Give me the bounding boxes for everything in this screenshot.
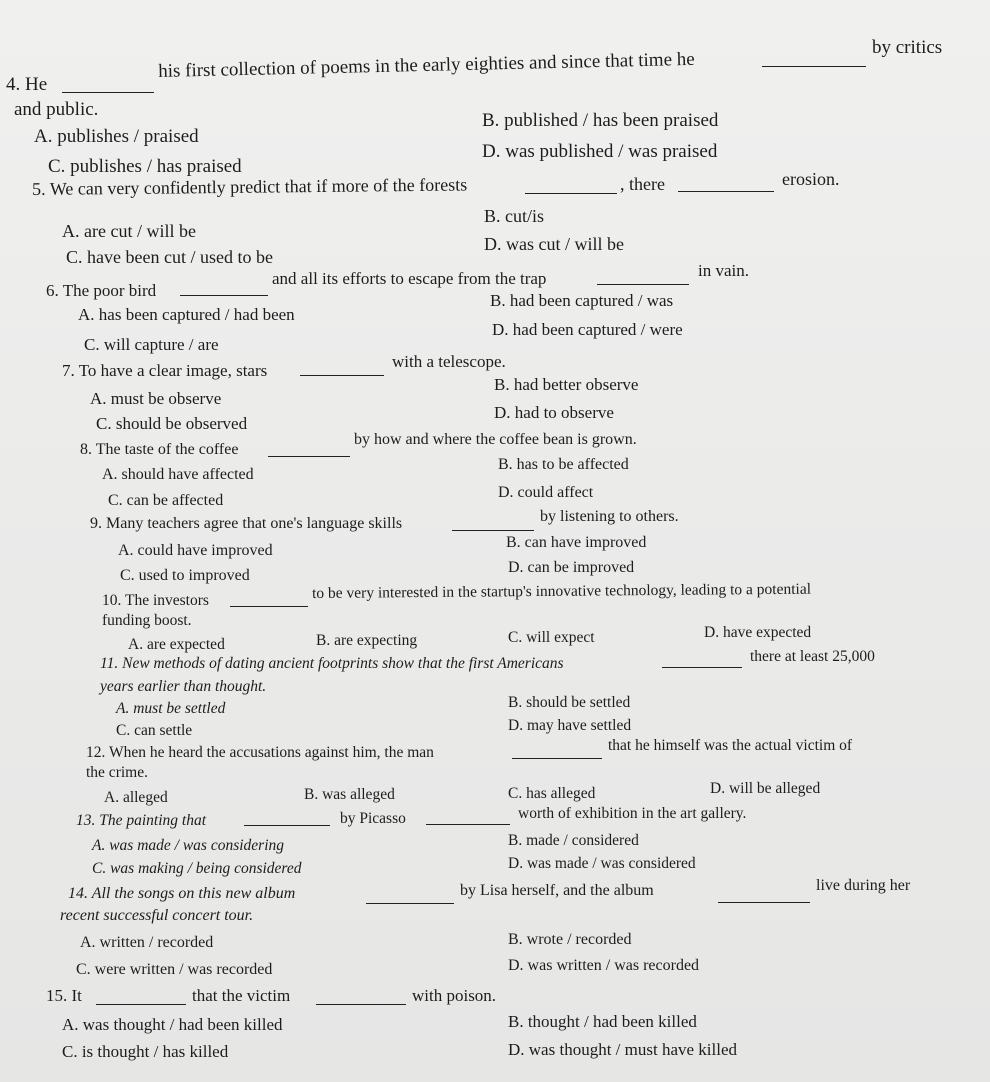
q12-blank-1 <box>512 758 602 759</box>
q4-option-d: D. was published / was praised <box>482 141 718 162</box>
q13-stem-part1: 13. The painting that <box>76 812 207 829</box>
q4-blank-2 <box>762 66 866 67</box>
q8-option-b: B. has to be affected <box>498 456 629 473</box>
q15-blank-1 <box>96 1004 186 1005</box>
q9-option-d: D. can be improved <box>508 559 635 576</box>
q15-blank-2 <box>316 1004 406 1005</box>
q11-option-b: B. should be settled <box>508 694 631 711</box>
q6-option-d: D. had been captured / were <box>492 320 683 339</box>
q6-blank-1 <box>180 295 268 296</box>
q7-stem-part1: 7. To have a clear image, stars <box>62 361 268 380</box>
q5-blank-1 <box>525 193 617 194</box>
q13-blank-2 <box>426 824 510 825</box>
q6-blank-2 <box>597 284 689 285</box>
q10-stem-part2: to be very interested in the startup's innovative technology, leading to a potential <box>311 580 812 602</box>
q12-option-d: D. will be alleged <box>710 780 821 797</box>
q5-blank-2 <box>678 191 774 192</box>
q4-option-b: B. published / has been praised <box>482 110 719 131</box>
q11-blank-1 <box>662 667 742 668</box>
q7-stem-part2: with a telescope. <box>392 352 506 371</box>
q13-option-d: D. was made / was considered <box>508 855 696 872</box>
q4-stem-part3: by critics <box>872 37 943 58</box>
q7-option-c: C. should be observed <box>96 414 248 433</box>
q6-option-c: C. will capture / are <box>84 335 219 354</box>
q11-stem-part1: 11. New methods of dating ancient footprints show that the first Americans <box>100 655 564 672</box>
q8-option-a: A. should have affected <box>102 466 254 483</box>
q5-option-a: A. are cut / will be <box>62 221 196 241</box>
q8-stem-part1: 8. The taste of the coffee <box>80 441 239 458</box>
q8-option-d: D. could affect <box>498 484 594 501</box>
q12-option-b: B. was alleged <box>304 786 395 803</box>
q9-option-c: C. used to improved <box>120 567 250 584</box>
q5-stem-part1: 5. We can very confidently predict that if more of the forests <box>31 174 468 199</box>
q4-option-c: C. publishes / has praised <box>48 156 242 177</box>
q10-blank-1 <box>230 606 308 607</box>
q14-blank-1 <box>366 903 454 904</box>
q4-stem-part1: 4. He <box>6 74 48 95</box>
q15-stem-part3: with poison. <box>412 986 497 1005</box>
q10-stem-part3: funding boost. <box>102 612 192 629</box>
q5-option-c: C. have been cut / used to be <box>66 247 273 267</box>
q14-stem-part2: by Lisa herself, and the album <box>460 882 654 899</box>
q4-stem-part2: his first collection of poems in the early eighties and since that time he <box>157 48 695 82</box>
q15-option-c: C. is thought / has killed <box>62 1042 229 1061</box>
q14-stem-part4: recent successful concert tour. <box>60 907 254 924</box>
q9-option-a: A. could have improved <box>118 542 273 559</box>
q12-option-c: C. has alleged <box>508 785 596 802</box>
q14-option-a: A. written / recorded <box>80 934 214 951</box>
q10-option-d: D. have expected <box>704 624 812 641</box>
q6-stem-part3: in vain. <box>698 261 749 280</box>
q11-option-d: D. may have settled <box>508 717 632 734</box>
q4-stem-part4: and public. <box>14 99 99 120</box>
q4-blank-1 <box>62 92 154 93</box>
q15-option-d: D. was thought / must have killed <box>508 1040 738 1059</box>
q6-stem-part1: 6. The poor bird <box>46 281 157 300</box>
q8-blank-1 <box>268 456 350 457</box>
q15-stem-part1: 15. It <box>46 986 82 1005</box>
q13-option-a: A. was made / was considering <box>92 837 285 854</box>
q13-stem-part3: worth of exhibition in the art gallery. <box>518 805 747 822</box>
q5-option-b: B. cut/is <box>484 206 545 226</box>
q5-stem-part3: erosion. <box>782 169 840 189</box>
q6-option-b: B. had been captured / was <box>490 291 674 310</box>
q10-option-b: B. are expecting <box>316 632 418 649</box>
q6-option-a: A. has been captured / had been <box>78 305 295 324</box>
q13-option-c: C. was making / being considered <box>92 860 302 877</box>
q14-stem-part1: 14. All the songs on this new album <box>68 885 296 902</box>
q11-option-c: C. can settle <box>116 722 193 739</box>
q10-option-c: C. will expect <box>508 629 595 646</box>
q9-stem-part2: by listening to others. <box>540 508 679 525</box>
q7-option-d: D. had to observe <box>494 403 614 422</box>
q15-stem-part2: that the victim <box>192 986 291 1005</box>
q8-stem-part2: by how and where the coffee bean is grown. <box>354 431 637 448</box>
q6-stem-part2: and all its efforts to escape from the trap <box>272 269 547 288</box>
q13-stem-part2: by Picasso <box>340 810 406 827</box>
q11-option-a: A. must be settled <box>116 700 226 717</box>
q15-option-a: A. was thought / had been killed <box>62 1015 283 1034</box>
q12-stem-part2: that he himself was the actual victim of <box>608 737 853 754</box>
q14-blank-2 <box>718 902 810 903</box>
q9-blank-1 <box>452 530 534 531</box>
q8-option-c: C. can be affected <box>108 492 224 509</box>
q10-option-a: A. are expected <box>128 636 225 653</box>
q14-stem-part3: live during her <box>816 877 911 894</box>
q14-option-b: B. wrote / recorded <box>508 931 632 948</box>
q14-option-c: C. were written / was recorded <box>76 961 273 978</box>
q10-stem-part1: 10. The investors <box>102 592 209 609</box>
q14-option-d: D. was written / was recorded <box>508 957 700 974</box>
q15-option-b: B. thought / had been killed <box>508 1012 697 1031</box>
q11-stem-part2: there at least 25,000 <box>750 648 875 665</box>
q5-option-d: D. was cut / will be <box>484 234 624 254</box>
q7-option-b: B. had better observe <box>494 375 639 394</box>
q13-option-b: B. made / considered <box>508 832 639 849</box>
q13-blank-1 <box>244 825 330 826</box>
q7-blank-1 <box>300 375 384 376</box>
q12-stem-part1: 12. When he heard the accusations against him, the man <box>86 744 434 761</box>
q9-stem-part1: 9. Many teachers agree that one's language skills <box>90 515 403 532</box>
q12-stem-part3: the crime. <box>86 764 148 781</box>
q9-option-b: B. can have improved <box>506 534 647 551</box>
q12-option-a: A. alleged <box>104 789 168 806</box>
q7-option-a: A. must be observe <box>90 389 222 408</box>
q5-stem-part2: , there <box>620 174 665 194</box>
q4-option-a: A. publishes / praised <box>34 126 199 147</box>
q11-stem-part3: years earlier than thought. <box>100 678 267 695</box>
